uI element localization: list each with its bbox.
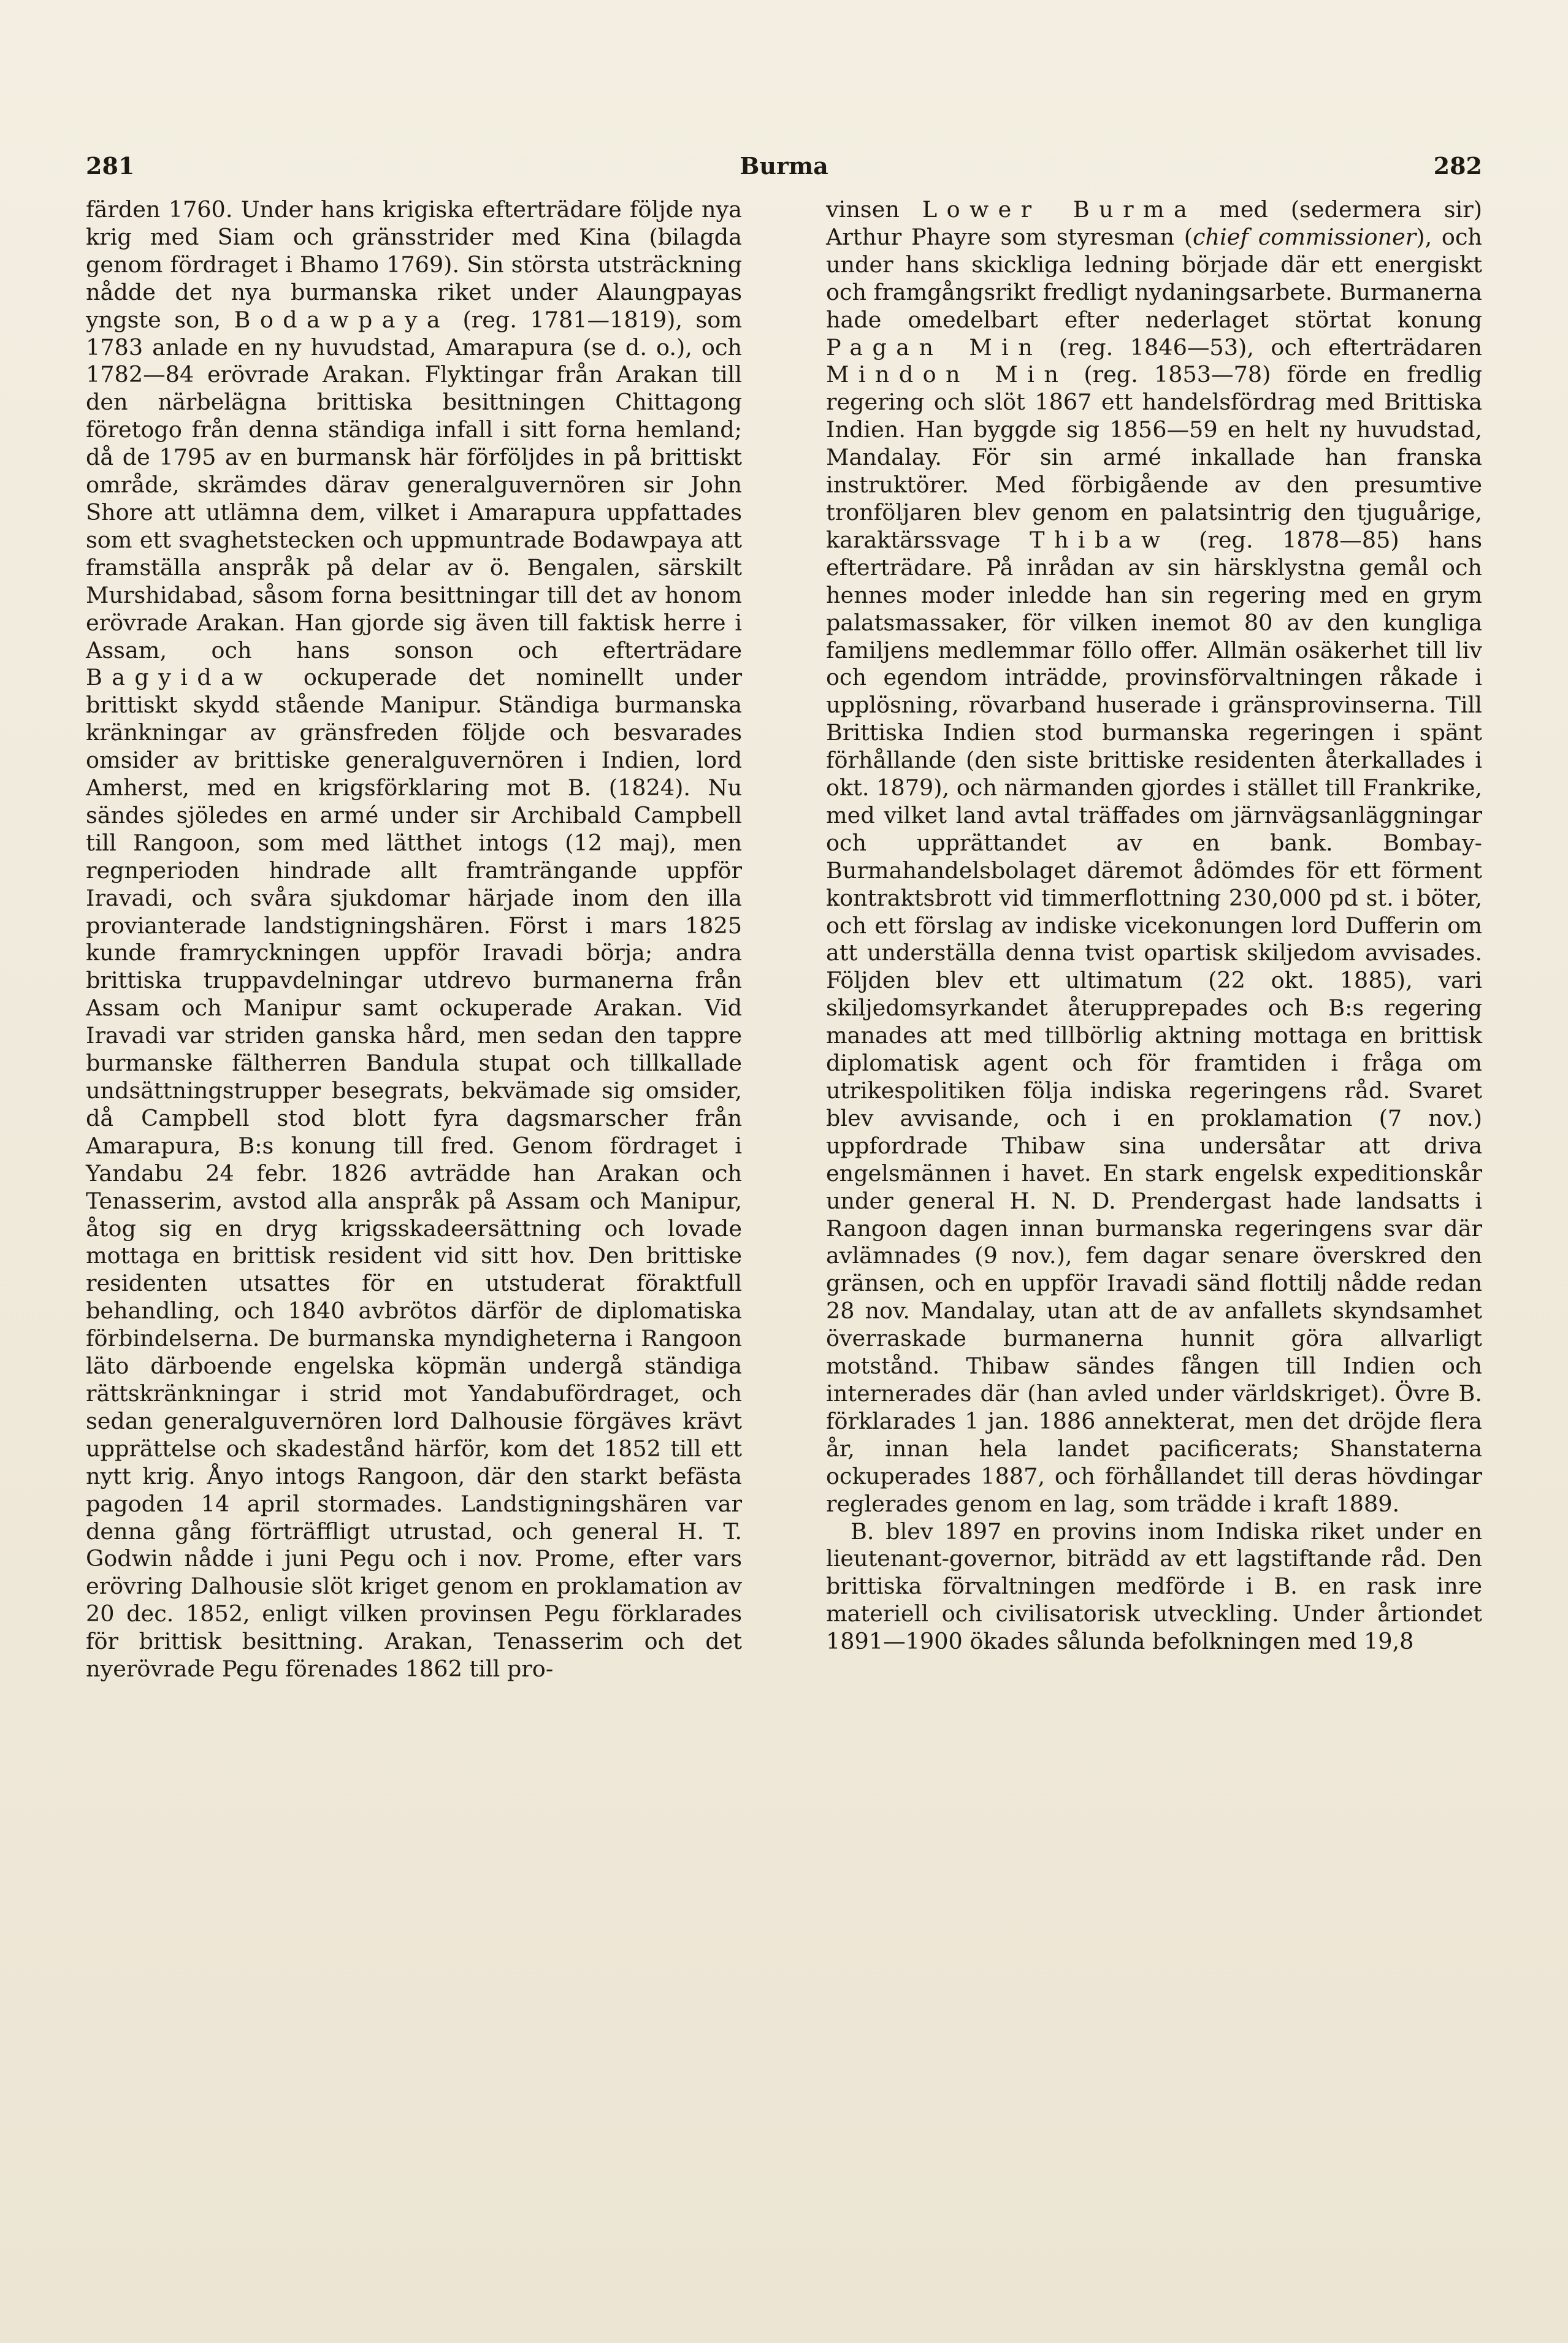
text-run: vinsen — [826, 196, 922, 223]
page-header — [86, 152, 1482, 189]
page-number-left: 281 — [86, 152, 135, 180]
name-thibaw: Thibaw — [1030, 526, 1170, 553]
italic-chief-commissioner: chief commissioner — [1192, 223, 1417, 250]
text-run: ockuperade det nominellt under brittiskt skydd stående Manipur. Ständiga burmanska kränkningar av gränsfreden följde och besvarades omsider av brittiske generalguvernören i Indien, lord Amherst, med en krigsförklaring mot B. (1824). Nu sändes sjöledes en armé under sir Archibald Campbell till Rangoon, som med lätthet intogs (12 maj), men regnperioden hindrade allt framträngande uppför Iravadi, och svåra sjukdomar härjade inom den illa provianterade landstigningshären. Först i mars 1825 kunde framryckningen uppför Iravadi börja; andra brittiska truppavdelningar utdrevo burmanerna från Assam och Manipur samt ockuperade Arakan. Vid Iravadi var striden ganska hård, men sedan den tappre burmanske fältherren Bandula stupat och tillkallade undsättningstrupper besegrats, bekvämade sig omsider, då Campbell stod blott fyra dagsmarscher från Amarapura, B:s konung till fred. Genom fördraget i Yandabu 24 febr. 1826 avträdde han Arakan och Tenasserim, avstod alla anspråk på Assam och Manipur, åtog sig en dryg krigsskadeersättning och lovade mottaga en brittisk resident vid sitt hov. Den brittiske residenten utsattes för en utstuderat föraktfull behandling, och 1840 avbrötos därför de diplomatiska förbindelserna. De burmanska myndigheterna i Rangoon läto därboende engelska köpmän undergå ständiga rättskränkningar i strid mot Yandabufördraget, och sedan generalguvernören lord Dalhousie förgäves krävt upprättelse och skadestånd härför, kom det 1852 till ett nytt krig. Ånyo intogs Rangoon, där den starkt befästa pagoden 14 april stormades. Landstigningshären var denna gång förträffligt utrustad, och general H. T. Godwin nådde i juni Pegu och i nov. Prome, efter vars erövring Dalhousie slöt kriget genom en proklamation av 20 dec. 1852, enligt vilken provinsen Pegu förklarades för brittisk besittning. Arakan, Tenasserim och det nyerövrade Pegu förenades 1862 till pro- — [86, 664, 742, 1683]
left-paragraph-1 — [86, 196, 742, 1683]
name-mindon-min: Mindon Min — [826, 361, 1068, 388]
text-run: ), och under hans skickliga ledning började där ett energiskt och framgångsrikt fredligt nydaningsarbete. Burmanerna hade omedelbart efter nederlaget störtat konung — [826, 223, 1482, 333]
text-columns — [86, 196, 1482, 2269]
name-bagyidaw: Bagyidaw — [86, 664, 272, 691]
name-lower-burma: Lower Burma — [922, 196, 1197, 223]
right-paragraph-2: B. blev 1897 en provins inom Indiska riket under en lieutenant-governor, biträdd av ett lagstiftande råd. Den brittiska förvaltningen medförde i B. en rask inre materiell och civilisatorisk utveckling. Under årtiondet 1891—1900 ökades sålunda befolkningen med 19,8 — [826, 1518, 1482, 1655]
text-run: med (sedermera sir) Arthur Phayre som styresman ( — [826, 196, 1483, 250]
text-run: färden 1760. Under hans krigiska efterträdare följde nya krig med Siam och gränsstrider med Kina (bilagda genom fördraget i Bhamo 1769). Sin största utsträckning nådde det nya burmanska riket under Alaungpayas yngste son, — [86, 196, 742, 333]
running-title: Burma — [740, 152, 828, 180]
name-bodawpaya: Bodawpaya — [234, 306, 450, 333]
right-column — [826, 196, 1482, 2269]
name-pagan-min: Pagan Min — [826, 334, 1042, 361]
page-number-right: 282 — [1433, 152, 1482, 180]
left-column — [86, 196, 742, 2269]
right-paragraph-1 — [826, 196, 1482, 1518]
text-run: (reg. 1878—85) hans efterträdare. På inrådan av sin härsklystna gemål och hennes moder inledde han sin regering med en grym palatsmassaker, för vilken inemot 80 av den kungliga familjens medlemmar föllo offer. Allmän osäkerhet till liv och egendom inträdde, provinsförvaltningen råkade i upplösning, rövarband huserade i gränsprovinserna. Till Brittiska Indien stod burmanska regeringen i spänt förhållande (den siste brittiske residenten återkallades i okt. 1879), och närmanden gjordes i stället till Frankrike, med vilket land avtal träffades om järnvägsanläggningar och upprättandet av en bank. Bombay-Burmahandelsbolaget däremot ådömdes för ett förment kontraktsbrott vid timmerflottning 230,000 pd st. i böter, och ett förslag av indiske vicekonungen lord Dufferin om att underställa denna tvist opartisk skiljedom avvisades. Följden blev ett ultimatum (22 okt. 1885), vari skiljedomsyrkandet återupprepades och B:s regering manades att med tillbörlig aktning mottaga en brittisk diplomatisk agent och för framtiden i fråga om utrikespolitiken följa indiska regeringens råd. Svaret blev avvisande, och i en proklamation (7 nov.) uppfordrade Thibaw sina undersåtar att driva engelsmännen i havet. En stark engelsk expeditionskår under general H. N. D. Prendergast hade landsatts i Rangoon dagen innan burmanska regeringens svar där avlämnades (9 nov.), fem dagar senare överskred den gränsen, och en uppför Iravadi sänd flottilj nådde redan 28 nov. Mandalay, utan att de av anfallets skyndsamhet överraskade burmanerna hunnit göra allvarligt motstånd. Thibaw sändes fången till Indien och internerades där (han avled under världskriget). Övre B. förklarades 1 jan. 1886 annekterat, men det dröjde flera år, innan hela landet pacificerats; Shanstaterna ockuperades 1887, och förhållandet till deras hövdingar reglerades genom en lag, som trädde i kraft 1889. — [826, 526, 1482, 1517]
text-run: (reg. 1781—1819), som 1783 anlade en ny huvudstad, Amarapura (se d. o.), och 1782—84 erövrade Arakan. Flyktingar från Arakan till den närbelägna brittiska besittningen Chittagong företogo från denna ständiga infall i sitt forna hemland; då de 1795 av en burmansk här förföljdes in på brittiskt område, skrämdes därav generalguvernören sir John Shore att utlämna dem, vilket i Amarapura uppfattades som ett svaghetstecken och uppmuntrade Bodawpaya att framställa anspråk på delar av ö. Bengalen, särskilt Murshidabad, såsom forna besittningar till det av honom erövrade Arakan. Han gjorde sig även till faktisk herre i Assam, och hans sonson och efterträdare — [86, 306, 742, 663]
text-run: (reg. 1853—78) förde en fredlig regering och slöt 1867 ett handelsfördrag med Brittiska Indien. Han byggde sig 1856—59 en helt ny huvudstad, Mandalay. För sin armé inkallade han franska instruktörer. Med förbigående av den presumtive tronföljaren blev genom en palatsintrig den tjuguårige, karaktärssvage — [826, 361, 1482, 553]
text-run: (reg. 1846—53), och efterträdaren — [1042, 334, 1482, 361]
